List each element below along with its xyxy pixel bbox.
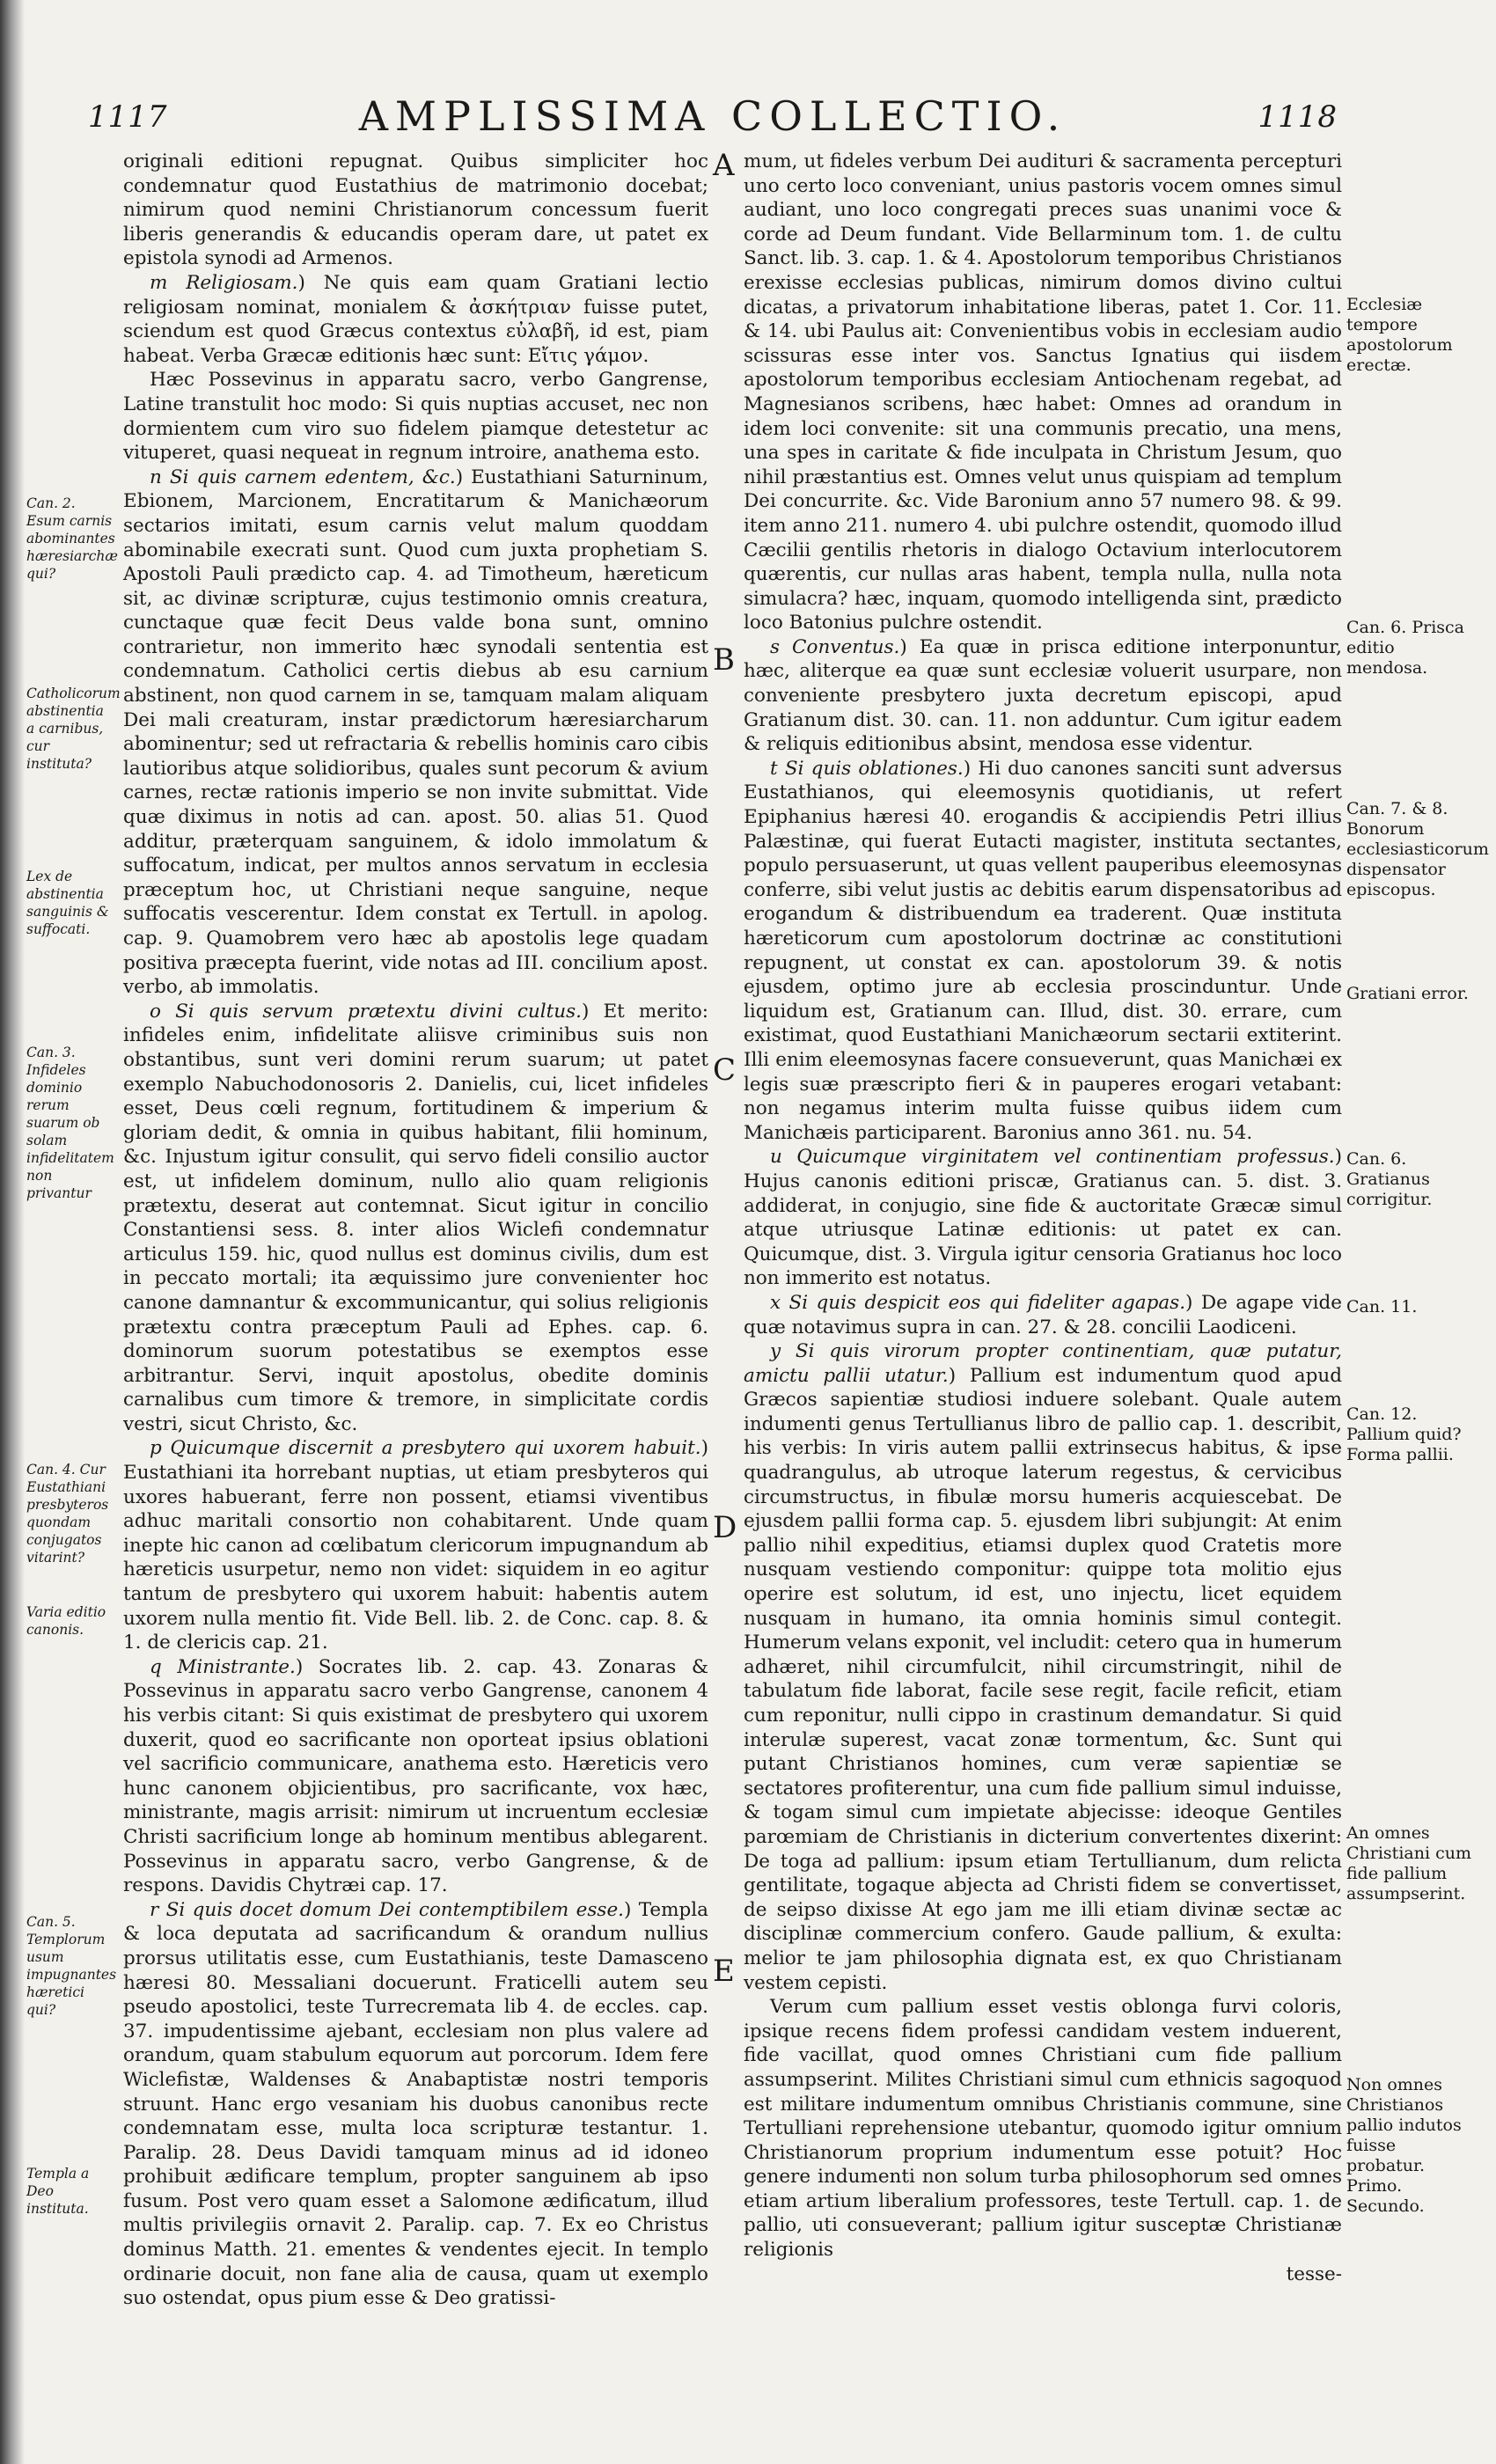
margin-note: Ecclesiæ tempore apostolorum erectæ. xyxy=(1346,295,1453,375)
note-paragraph xyxy=(123,1000,708,1437)
binding-shadow xyxy=(0,0,25,2464)
note-text: ) Hujus canonis editioni priscæ, Gratianus can. 5. dist. 3. addiderat, in conjugio, sine fide & auctoritate Græcæ simul atque utriusque Latinæ editionis: ut patet ex can. Quicumque, dist. 3. Virgula igitur censoria Gratianus hoc loco non immerito est notatus. xyxy=(744,1146,1342,1290)
note-lemma: s Conventus. xyxy=(770,635,900,658)
page-header xyxy=(88,92,1338,145)
catchword: tesse- xyxy=(1286,2262,1342,2285)
body-paragraph: Hæc Possevinus in apparatu sacro, verbo Gangrense, Latine transtulit hoc modo: Si quis nuptias accuset, nec non dormientem cum viro suo fidelem piamque detestetur ac vituperet, quasi nequeat in regnum introire, anathema esto. xyxy=(123,369,708,465)
note-paragraph xyxy=(744,1339,1342,1995)
note-text: ) Ne quis eam quam Gratiani lectio religiosam nominat, monialem & ἀσκήτριαν fuisse putet, sciendum est quod Græcus contextus εὐλαβῆ, id est, piam habeat. Verba Græcæ editionis hæc sunt: Εἴτις γάμον. xyxy=(123,271,709,367)
note-text: ) Ea quæ in prisca editione interponuntur, hæc, aliterque ea quæ sunt ecclesiæ voluerit usurpare, non conveniente presbytero juxta decretum episcopi, apud Gratianum dist. 30. can. 11. non adduntur. Cum igitur eadem & reliquis editionibus absint, mendosa esse videntur. xyxy=(744,635,1342,756)
margin-note: Templa a Deo instituta. xyxy=(26,2166,90,2217)
note-paragraph xyxy=(123,1898,708,2311)
note-lemma: q Ministrante. xyxy=(150,1655,296,1678)
margin-note: Can. 11. xyxy=(1346,1297,1418,1316)
section-letter: D xyxy=(713,1510,737,1545)
note-lemma: o Si quis servum prætextu divini cultus. xyxy=(150,1000,582,1023)
margin-note: Varia editio canonis. xyxy=(26,1604,106,1638)
note-lemma: t Si quis oblationes. xyxy=(770,757,964,780)
section-letter: C xyxy=(713,1052,737,1088)
margin-note: An omnes Christiani cum fide pallium assumpserint. xyxy=(1346,1823,1471,1903)
note-lemma: u Quicumque virginitatem vel continentiam professus. xyxy=(770,1146,1335,1169)
margin-note: Non omnes Christianos pallio indutos fuisse probatur. Primo. Secundo. xyxy=(1346,2075,1462,2216)
margin-note: Catholicorum abstinentia a carnibus, cur instituta? xyxy=(26,686,121,772)
body-paragraph: mum, ut fideles verbum Dei audituri & sacramenta percepturi uno certo loco conveniant, unius pastoris vocem omnes simul audiant, uno loco congregati preces suas unanimi voce & corde ad Deum fundant. Vide Bellarminum tom. 1. de cultu Sanct. lib. 3. cap. 1. & 4. Apostolorum temporibus Christianos erexisse ecclesias publicas, nimirum domos divino cultui dicatas, a privatorum inhabitatione liberas, patet 1. Cor. 11. & 14. ubi Paulus ait: Convenientibus vobis in ecclesiam audio scissuras esse inter vos. Sanctus Ignatius qui iisdem apostolorum temporibus ecclesiam Antiochenam regebat, ad Magnesianos scribens, hæc habet: Omnes ad orandum in idem loci convenite: sit una communis precatio, una mens, una spes in caritate & fide inculpata in Christum Jesum, quo nihil præstantius est. Omnes velut unus quispiam ad templum Dei concurrite. &c. Vide Baronium anno 57 numero 98. & 99. item anno 211. numero 4. ubi pulchre ostendit, quomodo illud Cæcilii gentilis rhetoris in dialogo Octavium interlocutorem quærentis, cur nullas aras habent, templa nulla, nulla nota simulacra? hæc, inquam, quomodo intelligenda sint, prædicto loco Batonius pulchre ostendit. xyxy=(744,150,1342,634)
body-paragraph: originali editioni repugnat. Quibus simpliciter hoc condemnatur quod Eustathius de matrimonio docebat; nimirum quod nemini Christianorum concessum fuerit liberis generandis & educandis operam dare, ut patet ex epistola synodi ad Armenos. xyxy=(123,150,708,270)
note-text: ) Pallium est indumentum quod apud Græcos sapientiæ studiosi induere solebant. Quale autem indumenti genus Tertullianus libro de pallio cap. 1. describit, his verbis: In viris autem pallii extrinsecus habitus, & ipse quadrangulus, ab utroque laterum regestus, & cervicibus circumstructus, in fibulæ morsu humeris acquiescebat. De ejusdem pallii forma cap. 5. ejusdem libri subjungit: At enim pallio nihil expeditius, etiamsi duplex quod Cratetis more nusquam vestiendo componitur: quippe tota molitio ejus operire est solutum, id est, uno injectu, licet equidem nusquam in humano, ita omnia hominis simul contegit. Humerum velans exponit, vel includit: cetero qua in humerum adhæret, nihil circumfulcit, nihil circumstringit, nihil de tabulatum fide laborat, facile sese regit, facile reficit, etiam cum reponitur, nulli cippo in crastinum demandatur. Si quid interulæ superest, vacat zonæ tormentum, &c. Sunt qui putant Christianos homines, cum veræ sapientiæ se sectatores profiterentur, una cum fide pallium simul induisse, & togam simul cum impietate abjecisse: ideoque Gentiles parœmiam de Christianis in dicterium convertentes dixerint: De toga ad pallium: ipsum etiam Tertullianum, dum relicta gentilitate, togaque abjecta ad Christi fidem se convertisset, de seipso dixisse At ego jam me illi etiam divinæ sectæ ac disciplinæ commercium confero. Gaude pallium, & exulta: melior te jam philosophia dignata est, ex quo Christianam vestem cepisti. xyxy=(744,1364,1342,1994)
margin-note: Lex de abstinentia sanguinis & suffocati. xyxy=(26,869,109,937)
note-paragraph xyxy=(744,635,1342,757)
margin-note: Can. 7. & 8. Bonorum ecclesiasticorum dispensator episcopus. xyxy=(1346,799,1489,899)
margin-note: Can. 5. Templorum usum impugnantes hæretici qui? xyxy=(26,1914,117,2018)
right-column xyxy=(744,150,1342,2286)
note-lemma: x Si quis despicit eos qui fideliter agapas. xyxy=(770,1291,1186,1314)
running-title: AMPLISSIMA COLLECTIO. xyxy=(358,92,1067,140)
margin-note: Gratiani error. xyxy=(1346,984,1469,1003)
note-text: ) Hi duo canones sanciti sunt adversus Eustathianos, qui eleemosynis quotidianis, ut refert Epiphanius hæresi 40. erogandis & accipiendis Petri illius Palæstinæ, qui fuerat Eutacti magister, instituta sectantes, populo persuaserunt, ut quas vellent pauperibus eleemosynas conferre, sibi velut justis ac debitis earum dispensatoribus ad erogandum & distribuendum ea traderent. Quæ instituta hæreticorum cum apostolorum doctrinæ ac constitutioni repugnent, ut constat ex can. apostolorum 39. & notis ejusdem, optimo jure ab ecclesia proscinduntur. Unde liquidum est, Gratianum can. Illud, dist. 30. errare, cum existimat, quod Eustathiani Manichæorum sectarii extiterint. Illi enim eleemosynas facere consueverunt, quas Manichæi ex legis suæ præscripto fieri & in pauperes erogari vetabant: non negamus interim multa fuisse quibus iidem cum Manichæis participarent. Baronius anno 361. nu. 54. xyxy=(744,757,1342,1144)
note-text: ) Et merito: infideles enim, infidelitate aliisve criminibus suis non obstantibus, sunt veri domini rerum suarum; ut patet exemplo Nabuchodonosoris 2. Danielis, cui, licet infideles esset, Deus cœli regnum, fortitudinem & imperium & gloriam dedit, & omnia in quibus habitant, filii hominum, &c. Injustum igitur consulit, qui servo fideli consilio auctor est, ut infidelem dominum, nullo alio quam religionis prætextu, deserat aut contemnat. Sicut igitur in concilio Constantiensi sess. 8. inter alios Wiclefi condemnatur articulus 159. hic, quod nullus est dominus civilis, dum est in peccato mortali; ita æquissimo jure convenienter hoc canone damnantur & excommunicantur, qui solius religionis prætextu contra præceptum Pauli ad Ephes. cap. 6. dominorum suorum potestatibus se exemptos esse arbitrantur. Servi, inquit apostolus, obedite dominis carnalibus cum timore & tremore, in simplicitate cordis vestri, sicut Christo, &c. xyxy=(123,1000,709,1435)
body-paragraph: Verum cum pallium esset vestis oblonga furvi coloris, ipsique recens fidem professi candidam vestem induerent, fide vacillat, quod omnes Christiani cum fide pallium assumpserint. Milites Christiani simul cum ethnicis sagoquod est militare indumentum omnibus Christianis commune, sine Tertulliani reprehensione utebantur, quomodo igitur omnium Christianorum proprium indumentum esse potuit? Hoc genere indumenti non solum turba philosophorum sed omnes etiam artium liberalium professores, teste Tertull. cap. 1. de pallio, uti consueverant; pallium igitur susceptæ Christianæ religionis xyxy=(744,1996,1342,2262)
page-number-right: 1118 xyxy=(1258,99,1338,135)
page-number-left: 1117 xyxy=(88,99,168,135)
note-text: ) Eustathiani Saturninum, Ebionem, Marcionem, Encratitarum & Manichæorum sectarios imitati, esum carnis velut malum quoddam abominabile execrati sunt. Quod cum juxta prophetiam S. Apostoli Pauli prædicto cap. 4. ad Timotheum, hæreticum sit, ac divinæ scripturæ, cujus testimonio omnis creatura, cunctaque quæ fecit Deus valde bona sunt, omnino contrarietur, non immerito hæc synodali sententia est condemnatum. Catholici certis diebus ab esu carnium abstinent, non quod carnem in se, tamquam malam aliquam Dei mali creaturam, instar prædictorum hæresiarcharum abominentur; sed ut refractaria & rebellis hominis caro cibis lautioribus atque solidioribus, quales sunt pecorum & avium carnes, rectæ rationis imperio se non invite submittat. Vide quæ diximus in notis ad can. apost. 50. alias 51. Quod additur, præterquam sanguinem, & idolo immolatum & suffocatum, indicat, per multos annos servatum in ecclesia præceptum hoc, ut Christiani neque sanguine, neque suffocatis vescerentur. Idem constat ex Tertull. in apolog. cap. 9. Quamobrem vero hæc ab apostolis lege quadam positiva præcepta fuerint, vide notas ad III. concilium apost. verbo, ab immolatis. xyxy=(123,466,708,999)
note-text: ) De agape vide quæ notavimus supra in can. 27. & 28. concilii Laodiceni. xyxy=(744,1291,1343,1338)
note-lemma: n Si quis carnem edentem, &c. xyxy=(150,466,456,488)
margin-note: Can. 6. Gratianus corrigitur. xyxy=(1346,1149,1433,1209)
note-paragraph xyxy=(744,1145,1342,1291)
margin-note: Can. 4. Cur Eustathiani presbyteros quondam conjugatos vitarint? xyxy=(26,1462,109,1566)
note-paragraph xyxy=(123,1655,708,1898)
note-paragraph xyxy=(123,466,708,1000)
margin-note: Can. 12. Pallium quid? Forma pallii. xyxy=(1346,1404,1462,1464)
margin-note: Can. 2. Esum carnis abominantes hæresiarchæ qui? xyxy=(26,495,118,582)
section-letter: E xyxy=(713,1954,735,1989)
margin-note: Can. 3. Infideles dominio rerum suarum ob solam infidelitatem non privantur xyxy=(26,1045,114,1201)
note-text: ) Eustathiani ita horrebant nuptias, ut etiam presbyteros qui uxores habuerant, ferre non possent, etiamsi viventibus adhuc maritali consortio non cohabitarent. Unde quam inepte hic canon ad cœlibatum clericorum impugnandum ab hæreticis usurpetur, nemo non videt: siquidem in eo agitur tantum de presbytero qui uxorem habuit: habentis autem uxorem nulla mentio fit. Vide Bell. lib. 2. de Conc. cap. 8. & 1. de clericis cap. 21. xyxy=(123,1437,708,1654)
section-letter: A xyxy=(713,148,735,183)
section-letter: B xyxy=(713,642,735,678)
note-text: ) Socrates lib. 2. cap. 43. Zonaras & Possevinus in apparatu sacro verbo Gangrense, canonem 4 his verbis citant: Si quis existimat de presbytero qui uxorem duxerit, quod eo sacrificante non oporteat ipsius oblationi vel sacrificio communicare, anathema esto. Hæreticis vero hunc canonem objicientibus, pro sacrificante, vox hæc, ministrante, magis arrisit: nimirum ut incruentum ecclesiæ Christi sacrificium longe ab hominum mentibus ablegarent. Possevinus in apparatu sacro, verbo Gangrense, & de respons. Davidis Chytræi cap. 17. xyxy=(123,1655,709,1897)
left-column xyxy=(123,150,708,2311)
note-paragraph xyxy=(123,1436,708,1654)
margin-note: Can. 6. Prisca editio mendosa. xyxy=(1346,618,1465,678)
note-text: ) Templa & loca deputata ad sacrificandum & orandum nullius prorsus utilitatis esse, cum Eustathianis, teste Damasceno hæresi 80. Messaliani docuerunt. Fraticelli autem seu pseudo apostolici, teste Turrecremata lib 4. de eccles. cap. 37. impudentissime ajebant, ecclesiam non plus valere ad orandum, quam stabulum equorum aut porcorum. Idem fere Wiclefistæ, Waldenses & Anabaptistæ nostri temporis struunt. Hanc ergo vesaniam his duobus canonibus recte condemnatam esse, multa loca scripturæ testantur. 1. Paralip. 28. Deus Davidi tamquam minus ad id idoneo prohibuit ædificare templum, propter sanguinem ab ipso fusum. Post vero quam esset a Salomone ædificatum, illud multis privilegiis ornavit 2. Paralip. cap. 7. Ex eo Christus dominus Matth. 21. ementes & vendentes ejecit. In templo ordinarie docuit, non fane alia de causa, quam ut exemplo suo ostendat, opus pium esse & Deo gratissi- xyxy=(123,1898,708,2310)
note-lemma: r Si quis docet domum Dei contemptibilem esse. xyxy=(150,1898,625,1921)
note-lemma: p Quicumque discernit a presbytero qui uxorem habuit. xyxy=(150,1437,701,1460)
note-paragraph xyxy=(744,757,1342,1146)
note-paragraph xyxy=(744,1291,1342,1339)
note-lemma: y Si quis virorum propter continentiam, quæ putatur, amictu pallii utatur. xyxy=(744,1340,1342,1387)
note-paragraph xyxy=(123,271,708,368)
note-lemma: m Religiosam. xyxy=(150,271,298,294)
